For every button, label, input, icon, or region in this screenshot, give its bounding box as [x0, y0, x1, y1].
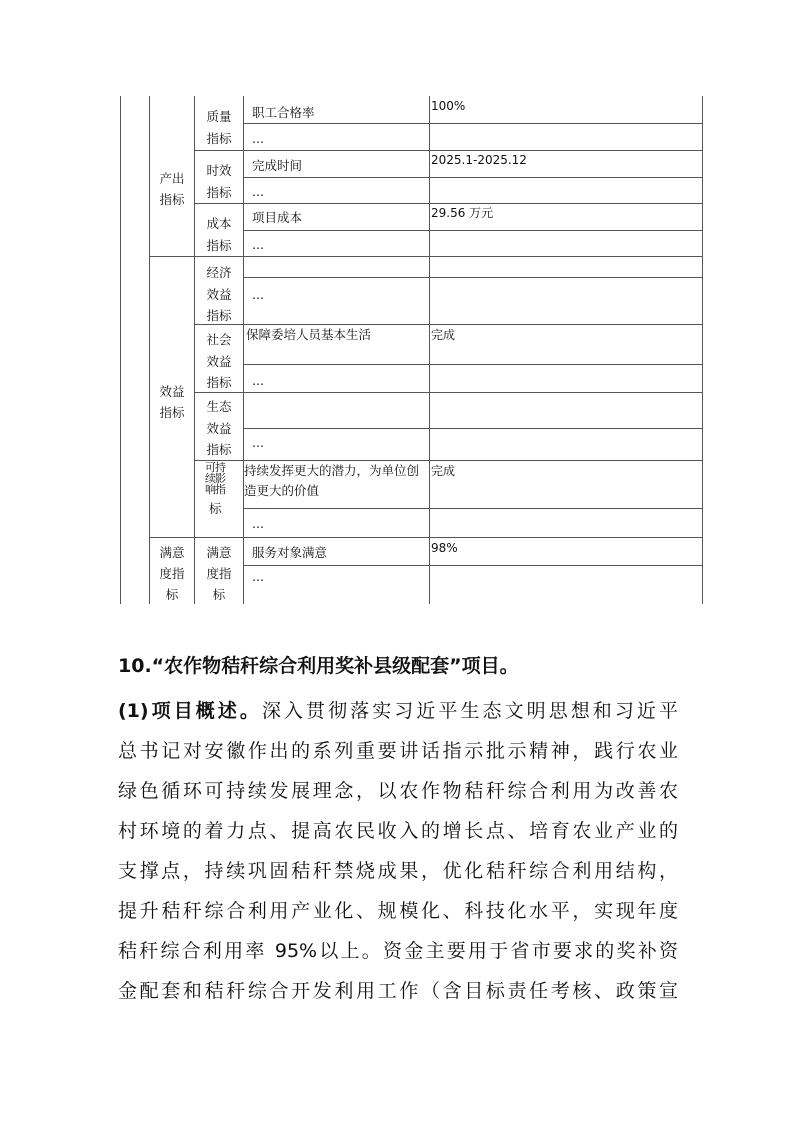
row-line — [194, 392, 702, 393]
subgroup-label-cost — [200, 213, 238, 256]
label-line: 效益 — [206, 286, 232, 302]
group-label-satisfaction — [150, 542, 194, 605]
row-name: ... — [252, 131, 264, 146]
paragraph-line: 绿色循环可持续发展理念，以农作物秸秆综合利用为改善农 — [118, 780, 678, 802]
section-paragraph — [118, 691, 678, 1011]
subgroup-label-social — [200, 329, 238, 394]
label-line: 效益 — [206, 420, 232, 436]
subgroup-label-timeliness — [200, 160, 238, 203]
group-label-benefit — [150, 381, 194, 423]
subgroup-label-sustainability — [197, 462, 233, 495]
paragraph-line: 村环境的着力点、提高农民收入的增长点、培育农业产业的 — [118, 820, 678, 842]
label-line: 指标 — [206, 375, 232, 390]
row-value: 完成 — [431, 464, 456, 478]
paragraph-line: 支撑点，持续巩固秸秆禁烧成果，优化秸秆综合利用结构， — [118, 860, 678, 882]
paragraph-line — [118, 691, 678, 731]
subgroup-label-ecological — [200, 396, 238, 461]
paragraph-line: 提升秸秆综合利用产业化、规模化、科技化水平，实现年度 — [118, 900, 678, 922]
label-line: 指标 — [206, 184, 232, 200]
subgroup-label-sustainability-tail: 标 — [209, 501, 222, 516]
table-divider — [194, 96, 195, 604]
label-line: 经济 — [206, 265, 232, 280]
label-line: 满意 — [206, 545, 232, 560]
row-value: 98% — [431, 541, 458, 555]
label-line: 时效 — [206, 163, 232, 178]
table-border-left — [120, 96, 121, 604]
table-border-right — [702, 96, 703, 604]
label-line: 可持 — [205, 461, 225, 474]
label-line: 标 — [165, 587, 179, 602]
row-name: 项目成本 — [252, 210, 303, 225]
paragraph-line: 总书记对安徽作出的系列重要讲话指示批示精神，践行农业 — [118, 740, 678, 762]
row-name: ... — [252, 435, 264, 450]
label-line: 满意 — [159, 545, 185, 560]
table-divider — [243, 96, 244, 604]
row-value: 2025.1-2025.12 — [431, 153, 527, 167]
row-value: 完成 — [431, 328, 456, 342]
row-name: ... — [252, 237, 264, 252]
label-line: 响指 — [205, 483, 225, 496]
label-line: 质量 — [206, 109, 232, 124]
group-line — [149, 537, 702, 538]
label-line: 产出 — [159, 171, 185, 186]
row-name — [244, 461, 428, 501]
row-name: ... — [252, 569, 264, 584]
group-label-output — [150, 168, 194, 210]
label-line: 指标 — [206, 237, 232, 253]
name-line: 持续发挥更大的潜力，为单位创 — [244, 463, 420, 478]
subgroup-label-satisfaction — [200, 542, 238, 605]
label-line: 效益 — [206, 353, 232, 369]
label-line: 成本 — [206, 216, 232, 231]
row-line — [243, 277, 702, 278]
label-line: 指标 — [159, 405, 185, 420]
row-line — [243, 428, 702, 429]
paragraph-line: 秸秆综合利用率 95%以上。资金主要用于省市要求的奖补资 — [118, 940, 678, 962]
label-line: 度指 — [206, 566, 232, 581]
label-line: 生态 — [206, 399, 232, 414]
row-name: 完成时间 — [252, 158, 303, 173]
group-line — [149, 256, 702, 257]
subgroup-label-quality — [200, 106, 238, 149]
row-line — [243, 364, 702, 365]
row-line — [243, 230, 702, 231]
row-name: 服务对象满意 — [252, 545, 328, 560]
row-line — [243, 508, 702, 509]
row-value: 29.56 万元 — [431, 206, 494, 220]
label-line: 指标 — [206, 130, 232, 146]
section-heading: 10.“农作物秸秆综合利用奖补县级配套”项目。 — [118, 655, 519, 677]
label-line: 效益 — [159, 384, 185, 399]
label-line: 续影 — [205, 472, 225, 485]
row-name: ... — [252, 516, 264, 531]
label-line: 指标 — [159, 192, 185, 207]
table-divider — [429, 96, 430, 604]
row-name: 保障委培人员基本生活 — [246, 327, 372, 342]
paragraph-text: 深入贯彻落实习近平生态文明思想和习近平 — [261, 700, 678, 722]
row-line — [243, 565, 702, 566]
row-name: ... — [252, 287, 264, 302]
row-value: 100% — [431, 99, 466, 113]
label-line: 度指 — [159, 566, 185, 581]
row-name: 职工合格率 — [252, 105, 315, 120]
row-name: ... — [252, 184, 264, 199]
row-line — [243, 177, 702, 178]
label-line: 标 — [212, 587, 226, 602]
paragraph-lead: (1)项目概述。 — [118, 700, 262, 722]
label-line: 指标 — [206, 308, 232, 323]
label-line: 社会 — [206, 332, 232, 347]
row-name: ... — [252, 373, 264, 388]
name-line: 造更大的价值 — [244, 483, 320, 498]
subgroup-label-economic — [200, 262, 238, 327]
paragraph-line: 金配套和秸秆综合开发利用工作（含目标责任考核、政策宣 — [118, 980, 678, 1002]
label-line: 指标 — [206, 442, 232, 457]
